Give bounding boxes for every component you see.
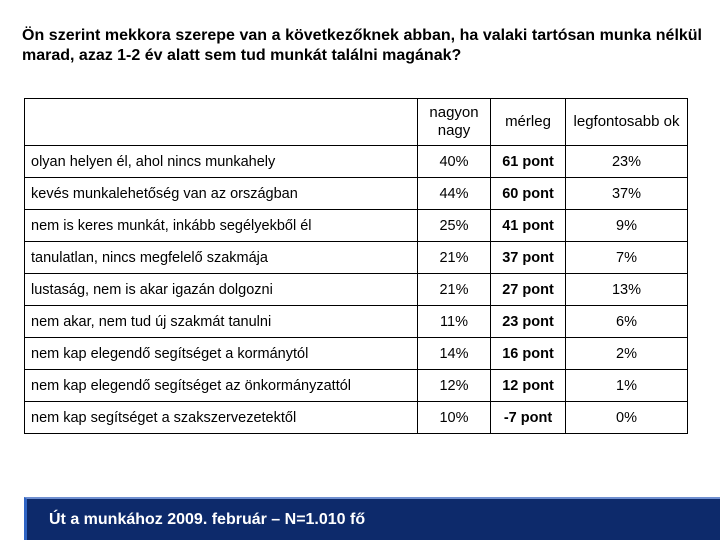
legfontosabb-cell: 0% <box>566 402 688 434</box>
row-label: nem kap elegendő segítséget az önkormányzattól <box>25 370 418 402</box>
nagyon-nagy-cell: 21% <box>418 242 491 274</box>
legfontosabb-cell: 2% <box>566 338 688 370</box>
row-label: lustaság, nem is akar igazán dolgozni <box>25 274 418 306</box>
table-row <box>25 242 688 274</box>
table-row <box>25 306 688 338</box>
merleg-cell: 27 pont <box>491 274 566 306</box>
row-label: nem kap elegendő segítséget a kormánytól <box>25 338 418 370</box>
nagyon-nagy-cell: 11% <box>418 306 491 338</box>
table-row <box>25 338 688 370</box>
merleg-cell: 16 pont <box>491 338 566 370</box>
nagyon-nagy-cell: 44% <box>418 178 491 210</box>
merleg-cell: 60 pont <box>491 178 566 210</box>
table-row <box>25 274 688 306</box>
row-label: nem is keres munkát, inkább segélyekből él <box>25 210 418 242</box>
table-row <box>25 210 688 242</box>
merleg-cell: 61 pont <box>491 146 566 178</box>
nagyon-nagy-cell: 12% <box>418 370 491 402</box>
nagyon-nagy-cell: 21% <box>418 274 491 306</box>
nagyon-nagy-cell: 14% <box>418 338 491 370</box>
header-empty-cell <box>25 99 418 146</box>
header-nagyon-nagy: nagyon nagy <box>418 99 491 146</box>
legfontosabb-cell: 7% <box>566 242 688 274</box>
table-row <box>25 178 688 210</box>
table-row <box>25 146 688 178</box>
header-legfontosabb-ok: legfontosabb ok <box>566 99 688 146</box>
survey-question-title: Ön szerint mekkora szerepe van a következőknek abban, ha valaki tartósan munka nélkül marad, azaz 1-2 év alatt sem tud munkát találni magának? <box>22 27 702 64</box>
row-label: nem kap segítséget a szakszervezetektől <box>25 402 418 434</box>
legfontosabb-cell: 37% <box>566 178 688 210</box>
row-label: nem akar, nem tud új szakmát tanulni <box>25 306 418 338</box>
table-header-row <box>25 99 688 146</box>
legfontosabb-cell: 23% <box>566 146 688 178</box>
table-row <box>25 402 688 434</box>
nagyon-nagy-cell: 25% <box>418 210 491 242</box>
legfontosabb-cell: 13% <box>566 274 688 306</box>
nagyon-nagy-cell: 10% <box>418 402 491 434</box>
legfontosabb-cell: 1% <box>566 370 688 402</box>
header-merleg: mérleg <box>491 99 566 146</box>
footer-source-text: Út a munkához 2009. február – N=1.010 fő <box>49 511 366 528</box>
row-label: kevés munkalehetőség van az országban <box>25 178 418 210</box>
legfontosabb-cell: 9% <box>566 210 688 242</box>
results-table <box>24 98 688 434</box>
legfontosabb-cell: 6% <box>566 306 688 338</box>
merleg-cell: 12 pont <box>491 370 566 402</box>
merleg-cell: 23 pont <box>491 306 566 338</box>
merleg-cell: 37 pont <box>491 242 566 274</box>
row-label: tanulatlan, nincs megfelelő szakmája <box>25 242 418 274</box>
table-row <box>25 370 688 402</box>
row-label: olyan helyen él, ahol nincs munkahely <box>25 146 418 178</box>
merleg-cell: 41 pont <box>491 210 566 242</box>
footer-banner <box>24 497 720 540</box>
merleg-cell: -7 pont <box>491 402 566 434</box>
nagyon-nagy-cell: 40% <box>418 146 491 178</box>
